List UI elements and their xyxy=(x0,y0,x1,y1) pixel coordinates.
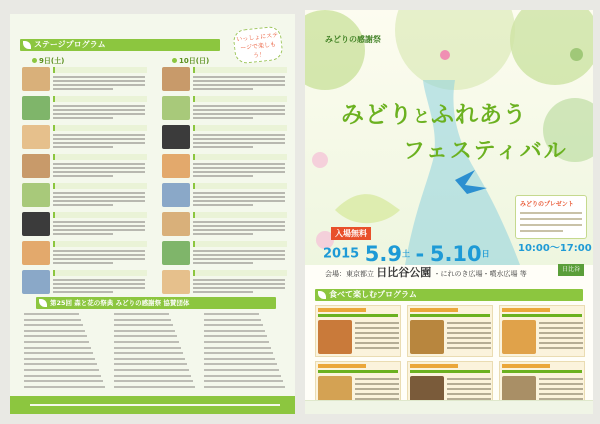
bullet-icon xyxy=(32,58,37,63)
start-date: 5.9 xyxy=(364,242,402,266)
food-text-line xyxy=(355,342,399,344)
sub-title: フェスティバル xyxy=(403,139,568,164)
venue xyxy=(325,264,527,280)
program-text-line xyxy=(53,76,145,78)
day-10-text: 10日(日) xyxy=(179,57,210,65)
program-text-line xyxy=(53,113,145,115)
food-text-line xyxy=(447,342,491,344)
program-item xyxy=(22,269,150,295)
program-time-tag xyxy=(53,96,147,102)
program-text-line xyxy=(193,229,285,231)
program-text-line xyxy=(53,287,145,289)
program-photo xyxy=(22,96,50,120)
program-time-tag xyxy=(193,96,287,102)
program-time-tag xyxy=(53,270,147,276)
food-text-line xyxy=(539,342,583,344)
program-text-line xyxy=(193,109,285,111)
food-program-heading xyxy=(315,289,583,301)
end-date: 5.10 xyxy=(429,242,482,266)
program-photo xyxy=(162,241,190,265)
program-item xyxy=(162,182,290,208)
sponsor-line xyxy=(204,352,273,354)
program-text-line xyxy=(53,117,113,119)
program-time-tag xyxy=(193,270,287,276)
stage-program-heading-text: ステージプログラム xyxy=(34,40,106,49)
program-text-line xyxy=(193,138,285,140)
sponsor-line xyxy=(24,369,99,371)
program-item xyxy=(162,269,290,295)
program-text-line xyxy=(53,291,113,293)
food-text-line xyxy=(447,378,491,380)
stage-badge: いっしょにステージで楽しもう！ xyxy=(232,26,283,65)
foliage-blob xyxy=(305,10,365,90)
food-tag xyxy=(410,364,458,368)
sponsor-line xyxy=(114,319,171,321)
event-year: 2015 xyxy=(323,246,360,262)
program-item xyxy=(22,211,150,237)
program-photo xyxy=(162,212,190,236)
program-text-line xyxy=(53,279,145,281)
food-tag xyxy=(502,364,550,368)
program-text-line xyxy=(53,192,145,194)
sponsors-heading-text: 第25回 森と花の祭典 みどりの感謝祭 協賛団体 xyxy=(50,299,190,307)
program-time-tag xyxy=(193,154,287,160)
food-title-line xyxy=(410,314,490,317)
sponsor-line xyxy=(24,358,95,360)
title-part-midori: みどり xyxy=(341,102,413,128)
program-item xyxy=(22,182,150,208)
sponsor-line xyxy=(204,319,261,321)
program-item xyxy=(162,153,290,179)
program-text-line xyxy=(53,283,145,285)
venue-sub: ・にれのき広場・噴水広場 等 xyxy=(433,270,527,278)
sponsor-list xyxy=(114,313,202,391)
sponsor-line xyxy=(24,324,83,326)
green-mark-icon xyxy=(570,48,583,61)
sponsor-line xyxy=(24,341,89,343)
stage-program-heading xyxy=(20,39,220,51)
food-text-line xyxy=(355,388,399,390)
program-text-line xyxy=(53,167,145,169)
program-text-line xyxy=(53,225,145,227)
program-text-line xyxy=(53,80,145,82)
sponsor-line xyxy=(114,330,175,332)
program-text-line xyxy=(193,171,285,173)
program-item xyxy=(22,124,150,150)
sponsor-line xyxy=(114,386,195,388)
title-part-to: と xyxy=(413,107,431,127)
food-text-line xyxy=(447,347,491,349)
program-text-line xyxy=(53,142,145,144)
sponsor-line xyxy=(204,369,279,371)
program-text-line xyxy=(53,221,145,223)
food-title-line xyxy=(410,370,490,373)
sponsor-line xyxy=(204,363,277,365)
program-item xyxy=(162,66,290,92)
program-item xyxy=(22,66,150,92)
present-title: みどりのプレゼント xyxy=(520,201,574,208)
flower-icon xyxy=(440,50,450,60)
food-text-line xyxy=(355,393,399,395)
program-text-line xyxy=(53,138,145,140)
sponsor-line xyxy=(114,380,193,382)
program-text-line xyxy=(53,146,113,148)
admission-free-badge: 入場無料 xyxy=(331,227,371,240)
sponsor-line xyxy=(204,330,265,332)
main-title xyxy=(341,96,527,129)
sponsor-line xyxy=(204,386,285,388)
program-text-line xyxy=(193,254,285,256)
food-text-line xyxy=(355,383,399,385)
program-time-tag xyxy=(53,154,147,160)
program-text-line xyxy=(193,192,285,194)
sponsor-line xyxy=(114,352,183,354)
bullet-icon xyxy=(172,58,177,63)
left-page xyxy=(10,14,295,414)
sponsor-line xyxy=(114,313,169,315)
program-text-line xyxy=(53,84,145,86)
program-photo xyxy=(22,212,50,236)
program-text-line xyxy=(193,80,285,82)
food-text-line xyxy=(539,322,583,324)
program-item xyxy=(22,240,150,266)
program-text-line xyxy=(193,204,253,206)
food-program-heading-text: 食べて楽しむプログラム xyxy=(329,290,417,299)
program-item xyxy=(22,95,150,121)
event-time: 10:00～17:00 xyxy=(518,243,592,254)
program-text-line xyxy=(53,109,145,111)
foliage-blob xyxy=(395,10,515,90)
food-text-line xyxy=(539,337,583,339)
program-photo xyxy=(162,183,190,207)
food-text-line xyxy=(447,327,491,329)
program-photo xyxy=(22,241,50,265)
program-photo xyxy=(22,270,50,294)
program-text-line xyxy=(193,221,285,223)
food-text-line xyxy=(539,332,583,334)
food-tag xyxy=(318,308,366,312)
food-text-line xyxy=(447,322,491,324)
food-title-line xyxy=(318,370,398,373)
program-text-line xyxy=(193,146,253,148)
event-logo: みどりの感謝祭 xyxy=(325,35,381,44)
program-photo xyxy=(22,183,50,207)
program-item xyxy=(162,240,290,266)
program-text-line xyxy=(193,134,285,136)
food-program-item xyxy=(315,305,401,357)
program-time-tag xyxy=(53,125,147,131)
program-text-line xyxy=(193,84,285,86)
food-text-line xyxy=(355,347,399,349)
sponsor-line xyxy=(24,386,105,388)
sponsor-line xyxy=(204,335,267,337)
program-item xyxy=(22,153,150,179)
program-item xyxy=(162,95,290,121)
sponsor-line xyxy=(114,347,181,349)
food-program-item xyxy=(407,305,493,357)
program-text-line xyxy=(193,167,285,169)
food-text-line xyxy=(539,347,583,349)
day-9-label xyxy=(32,56,64,66)
program-text-line xyxy=(193,142,285,144)
sponsor-line xyxy=(24,335,87,337)
sponsor-line xyxy=(114,375,191,377)
day-10-program-list xyxy=(162,66,290,298)
leaf-icon xyxy=(318,291,326,299)
food-program-item xyxy=(499,305,585,357)
present-box xyxy=(515,195,587,239)
food-tag xyxy=(502,308,550,312)
food-title-line xyxy=(502,370,582,373)
program-text-line xyxy=(53,175,113,177)
program-photo xyxy=(162,154,190,178)
program-text-line xyxy=(53,250,145,252)
program-time-tag xyxy=(193,183,287,189)
food-text-line xyxy=(355,378,399,380)
sponsor-line xyxy=(204,313,259,315)
program-photo xyxy=(162,125,190,149)
day-10-label xyxy=(172,56,209,66)
program-text-line xyxy=(193,233,253,235)
program-text-line xyxy=(53,229,145,231)
food-text-line xyxy=(539,383,583,385)
food-text-line xyxy=(447,332,491,334)
program-text-line xyxy=(193,258,285,260)
program-time-tag xyxy=(53,241,147,247)
program-text-line xyxy=(53,233,113,235)
program-time-tag xyxy=(193,67,287,73)
title-part-fureau: ふれあう xyxy=(431,102,527,128)
food-title-line xyxy=(318,314,398,317)
program-text-line xyxy=(193,283,285,285)
program-time-tag xyxy=(53,67,147,73)
flower-icon xyxy=(312,152,328,168)
program-text-line xyxy=(193,291,253,293)
foliage-blob xyxy=(510,10,593,85)
food-photo xyxy=(502,320,536,354)
present-text-line xyxy=(520,212,582,214)
sponsor-line xyxy=(204,358,275,360)
program-text-line xyxy=(53,254,145,256)
food-text-line xyxy=(539,378,583,380)
program-photo xyxy=(162,96,190,120)
bush xyxy=(335,194,400,223)
program-text-line xyxy=(53,204,113,206)
program-time-tag xyxy=(193,212,287,218)
program-text-line xyxy=(53,196,145,198)
leaf-icon xyxy=(39,299,47,307)
date-separator: - xyxy=(415,242,425,266)
sponsor-line xyxy=(24,352,93,354)
sponsor-line xyxy=(24,375,101,377)
food-photo xyxy=(410,320,444,354)
program-text-line xyxy=(193,117,253,119)
sponsor-list xyxy=(24,313,112,391)
sponsor-line xyxy=(24,330,85,332)
food-text-line xyxy=(539,393,583,395)
program-text-line xyxy=(53,163,145,165)
program-text-line xyxy=(193,250,285,252)
food-text-line xyxy=(447,337,491,339)
sponsor-line xyxy=(204,324,263,326)
program-text-line xyxy=(53,200,145,202)
program-text-line xyxy=(193,200,285,202)
program-text-line xyxy=(53,105,145,107)
sponsors-heading xyxy=(36,297,276,309)
food-text-line xyxy=(355,332,399,334)
program-text-line xyxy=(53,258,145,260)
start-weekday: 土 xyxy=(401,249,410,259)
food-text-line xyxy=(447,383,491,385)
program-text-line xyxy=(193,225,285,227)
sponsor-line xyxy=(204,341,269,343)
food-photo xyxy=(318,320,352,354)
present-text-line xyxy=(520,218,582,220)
program-text-line xyxy=(53,171,145,173)
sponsor-line xyxy=(114,324,173,326)
program-photo xyxy=(162,67,190,91)
footer-text-line xyxy=(30,404,280,406)
left-footer-bar xyxy=(10,396,295,414)
food-text-line xyxy=(355,322,399,324)
food-text-line xyxy=(539,327,583,329)
sponsor-line xyxy=(114,369,189,371)
program-time-tag xyxy=(193,125,287,131)
leaf-icon xyxy=(23,41,31,49)
food-text-line xyxy=(539,388,583,390)
sponsor-line xyxy=(204,380,283,382)
program-item xyxy=(162,124,290,150)
food-text-line xyxy=(355,327,399,329)
program-text-line xyxy=(193,262,253,264)
end-weekday: 日 xyxy=(481,249,490,259)
sponsor-line xyxy=(24,313,79,315)
program-text-line xyxy=(193,88,253,90)
present-text-line xyxy=(520,230,563,232)
food-text-line xyxy=(355,337,399,339)
program-text-line xyxy=(193,196,285,198)
present-text-line xyxy=(520,224,582,226)
food-title-line xyxy=(502,314,582,317)
park-logo: 日比谷 xyxy=(558,264,584,276)
program-text-line xyxy=(193,163,285,165)
sponsor-line xyxy=(24,319,81,321)
sponsor-line xyxy=(24,380,103,382)
program-item xyxy=(162,211,290,237)
program-photo xyxy=(22,125,50,149)
program-time-tag xyxy=(53,212,147,218)
program-text-line xyxy=(193,105,285,107)
venue-name: 日比谷公園 xyxy=(376,266,432,279)
program-time-tag xyxy=(53,183,147,189)
food-tag xyxy=(410,308,458,312)
right-footer-strip xyxy=(305,400,593,414)
food-text-line xyxy=(447,393,491,395)
program-text-line xyxy=(193,175,253,177)
day-9-text: 9日(土) xyxy=(39,57,65,65)
event-date xyxy=(323,242,490,266)
right-page xyxy=(305,10,593,414)
program-photo xyxy=(22,154,50,178)
program-text-line xyxy=(193,287,285,289)
program-text-line xyxy=(193,113,285,115)
food-text-line xyxy=(447,388,491,390)
program-photo xyxy=(22,67,50,91)
food-tag xyxy=(318,364,366,368)
sponsor-line xyxy=(204,347,271,349)
program-time-tag xyxy=(193,241,287,247)
sponsor-line xyxy=(114,363,187,365)
day-9-program-list xyxy=(22,66,150,298)
sponsor-line xyxy=(24,347,91,349)
program-photo xyxy=(162,270,190,294)
program-text-line xyxy=(53,134,145,136)
sponsor-line xyxy=(114,341,179,343)
venue-label: 会場：東京都立 xyxy=(325,270,374,278)
sponsor-line xyxy=(114,335,177,337)
sponsor-list xyxy=(204,313,292,391)
sponsor-line xyxy=(204,375,281,377)
sponsor-line xyxy=(114,358,185,360)
program-text-line xyxy=(193,279,285,281)
program-text-line xyxy=(53,262,113,264)
sponsor-line xyxy=(24,363,97,365)
program-text-line xyxy=(193,76,285,78)
program-text-line xyxy=(53,88,113,90)
